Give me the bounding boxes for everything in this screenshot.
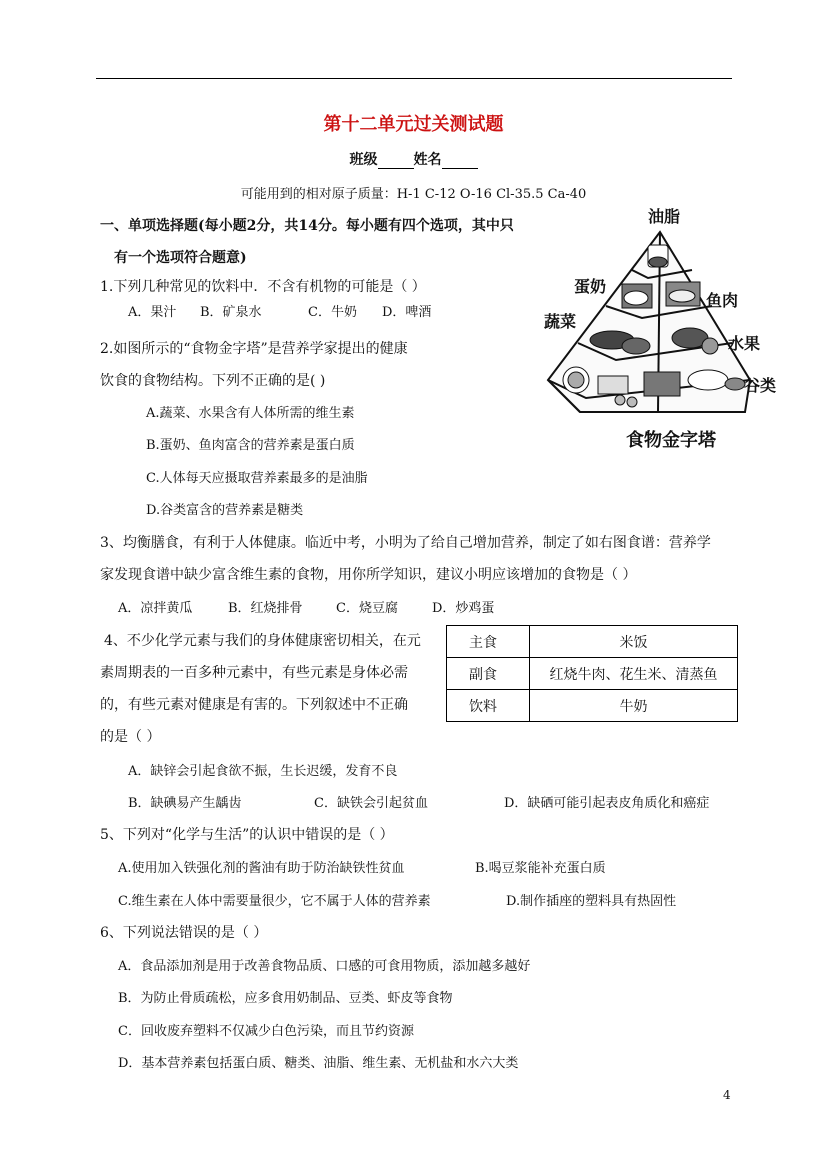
page-title: 第十二单元过关测试题 [323,114,504,135]
q6-option-c[interactable]: C．回收废弃塑料不仅减少白色污染，而且节约资源 [118,1024,414,1039]
q4-stem-line3: 的，有些元素对健康是有害的。下列叙述中不正确 [100,697,408,713]
menu-table [446,625,738,722]
table-row [447,690,738,722]
pyramid-label-grains: 谷类 [744,376,777,395]
q5-stem: 5、下列对“化学与生活”的认识中错误的是（ ） [100,827,394,843]
q5-options-ab [118,857,606,876]
q6-option-b[interactable]: B．为防止骨质疏松，应多食用奶制品、豆类、虾皮等食物 [118,991,453,1006]
q1-option-d[interactable]: D．啤酒 [382,305,432,320]
menu-value: 米饭 [530,626,738,658]
class-blank[interactable] [378,154,414,169]
menu-key: 饮料 [447,690,530,722]
q4-stem-line4: 的是（ ） [100,729,161,745]
pyramid-label-oil: 油脂 [648,207,681,226]
section-heading-line2: 有一个选项符合题意) [114,250,247,266]
pyramid-label-fish-meat: 鱼肉 [706,291,739,310]
q5-option-d[interactable]: D.制作插座的塑料具有热固性 [506,894,677,909]
q4-stem-line2: 素周期表的一百多种元素中，有些元素是身体必需 [100,665,408,681]
q2-stem-line2: 饮食的食物结构。下列不正确的是( ) [100,373,326,389]
class-label: 班级 [349,152,378,168]
menu-value: 牛奶 [530,690,738,722]
q3-options [118,597,494,616]
q5-options-cd [118,890,676,909]
name-blank[interactable] [442,154,478,169]
q1-option-c[interactable]: C．牛奶 [308,305,357,320]
q3-stem-line1: 3、均衡膳食，有利于人体健康。临近中考，小明为了给自己增加营养，制定了如右图食谱：营养学 [100,535,711,551]
q5-option-b[interactable]: B.喝豆浆能补充蛋白质 [475,861,606,876]
q3-option-b[interactable]: B．红烧排骨 [228,601,303,616]
q2-option-a[interactable]: A.蔬菜、水果含有人体所需的维生素 [146,406,355,421]
q4-options-bcd [128,792,709,811]
q3-option-c[interactable]: C．烧豆腐 [336,601,398,616]
header-rule [96,78,732,79]
q4-option-d[interactable]: D．缺硒可能引起表皮角质化和癌症 [504,796,710,811]
q2-stem-line1: 2.如图所示的“食物金字塔”是营养学家提出的健康 [100,341,408,357]
menu-key: 主食 [447,626,530,658]
q2-option-b[interactable]: B.蛋奶、鱼肉富含的营养素是蛋白质 [146,438,355,453]
q2-option-c[interactable]: C.人体每天应摄取营养素最多的是油脂 [146,471,368,486]
q5-option-a[interactable]: A.使用加入铁强化剂的酱油有助于防治缺铁性贫血 [118,861,405,876]
menu-value: 红烧牛肉、花生米、清蒸鱼 [530,658,738,690]
q1-option-a[interactable]: A．果汁 [128,305,177,320]
q4-option-b[interactable]: B．缺碘易产生龋齿 [128,796,242,811]
q5-option-c[interactable]: C.维生素在人体中需要量很少，它不属于人体的营养素 [118,894,431,909]
menu-key: 副食 [447,658,530,690]
pyramid-label-fruit: 水果 [728,334,761,353]
q3-option-d[interactable]: D．炒鸡蛋 [432,601,495,616]
q3-stem-line2: 家发现食谱中缺少富含维生素的食物，用你所学知识，建议小明应该增加的食物是（ ） [100,567,637,583]
pyramid-label-vegetables: 蔬菜 [544,312,577,331]
page-number: 4 [723,1088,731,1102]
pyramid-label-egg-milk: 蛋奶 [574,277,607,296]
q6-option-d[interactable]: D．基本营养素包括蛋白质、糖类、油脂、维生素、无机盐和水六大类 [118,1056,519,1071]
name-label: 姓名 [413,152,442,168]
class-name-line [0,149,827,169]
food-pyramid-figure [540,200,790,460]
q4-option-c[interactable]: C．缺铁会引起贫血 [314,796,428,811]
pyramid-caption: 食物金字塔 [626,430,716,451]
table-row [447,626,738,658]
table-row [447,658,738,690]
q6-option-a[interactable]: A．食品添加剂是用于改善食物品质、口感的可食用物质，添加越多越好 [118,959,531,974]
q2-option-d[interactable]: D.谷类富含的营养素是糖类 [146,503,304,518]
q3-option-a[interactable]: A．凉拌黄瓜 [118,601,193,616]
q6-stem: 6、下列说法错误的是（ ） [100,925,268,941]
q1-stem: 1.下列几种常见的饮料中．不含有机物的可能是（ ） [100,279,426,295]
q1-option-b[interactable]: B．矿泉水 [200,305,262,320]
q4-stem-line1: 4、不少化学元素与我们的身体健康密切相关，在元 [104,633,421,649]
section-heading-line1: 一、单项选择题(每小题2分，共14分。每小题有四个选项，其中只 [100,218,514,234]
atomic-masses: 可能用到的相对原子质量：H-1 C-12 O-16 Cl-35.5 Ca-40 [240,187,587,202]
q4-option-a[interactable]: A．缺锌会引起食欲不振，生长迟缓，发育不良 [128,764,398,779]
q1-options [128,301,431,320]
